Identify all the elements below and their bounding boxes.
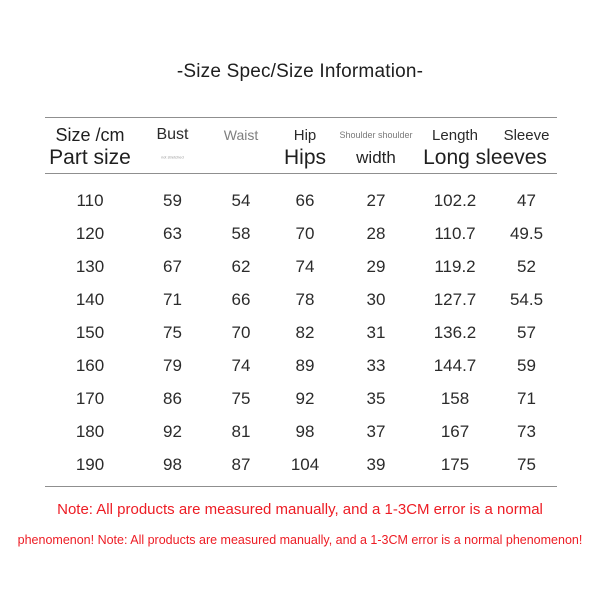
table-cell: 71 [163,289,182,309]
table-row [45,448,557,481]
header-shoulder-label: Shoulder shoulder [339,130,413,140]
table-cell: 52 [517,256,536,276]
table-cell: 67 [163,256,182,276]
table-cell: 190 [75,454,105,474]
table-cell: 180 [75,421,105,441]
table-cell: 150 [75,322,105,342]
table-cell: 167 [440,421,470,441]
table-cell: 70 [295,223,315,243]
table-cell: 86 [163,388,182,408]
table-row [45,382,557,415]
table-cell: 130 [75,256,105,276]
table-row [45,349,557,382]
table-row [45,250,557,283]
table-cell: 127.7 [433,289,477,309]
table-cell: 92 [295,388,315,408]
table-row [45,415,557,448]
table-cell: 160 [75,355,105,375]
page-title: -Size Spec/Size Information- [176,61,424,82]
table-cell: 29 [366,256,386,276]
table-cell: 104 [290,454,320,474]
table-cell: 136.2 [433,322,477,342]
note-line-2: phenomenon! Note: All products are measured manually, and a 1-3CM error is a normal phenomenon! [17,533,583,547]
table-cell: 82 [295,322,315,342]
table-cell: 70 [231,322,251,342]
footer-notes [0,495,600,552]
table-cell: 75 [517,454,536,474]
table-cell: 71 [517,388,536,408]
table-cell: 140 [75,289,105,309]
table-cell: 66 [231,289,251,309]
table-cell: 78 [295,289,315,309]
table-cell: 54.5 [509,289,544,309]
header-cell-size [45,125,135,173]
header-long-sleeves-label: Long sleeves [423,146,547,169]
table-cell: 158 [440,388,470,408]
table-cell: 66 [295,190,315,210]
table-cell: 30 [366,289,386,309]
size-table-body [45,174,557,487]
table-cell: 57 [517,322,536,342]
table-row [45,217,557,250]
table-cell: 62 [231,256,251,276]
table-cell: 102.2 [433,190,477,210]
table-cell: 98 [163,454,182,474]
header-bust-label: Bust [156,126,189,143]
table-cell: 79 [163,355,182,375]
table-cell: 75 [231,388,251,408]
table-cell: 63 [163,223,182,243]
table-cell: 35 [366,388,386,408]
header-cell-length [414,125,547,173]
table-cell: 170 [75,388,105,408]
header-waist-label: Waist [223,127,259,143]
note-line-1: Note: All products are measured manually, and a 1-3CM error is a normal [57,501,543,518]
table-row [45,184,557,217]
table-cell: 75 [163,322,182,342]
table-cell: 74 [231,355,251,375]
header-hip-label: Hip [293,126,317,144]
table-cell: 89 [295,355,315,375]
table-cell: 73 [517,421,536,441]
header-size-cm-label: Size /cm [55,124,125,145]
table-cell: 58 [231,223,251,243]
header-part-size-label: Part size [49,146,131,169]
header-cell-bust [135,125,210,173]
table-row [45,283,557,316]
table-cell: 33 [366,355,386,375]
table-cell: 175 [440,454,470,474]
table-cell: 144.7 [433,355,477,375]
table-cell: 47 [517,190,536,210]
table-cell: 54 [231,190,251,210]
size-table-header [45,118,557,174]
header-sleeve-label: Sleeve [503,126,550,144]
header-bust-subtext: not stretched [161,156,184,160]
table-cell: 59 [163,190,182,210]
table-cell: 74 [295,256,315,276]
table-cell: 119.2 [434,256,476,276]
table-cell: 59 [517,355,536,375]
table-cell: 31 [366,322,386,342]
table-cell: 39 [366,454,386,474]
table-cell: 37 [366,421,386,441]
table-cell: 110 [76,190,104,210]
table-cell: 98 [295,421,315,441]
header-width-label: width [356,148,396,167]
table-cell: 28 [366,223,386,243]
header-hips-label: Hips [283,146,326,169]
table-cell: 27 [366,190,386,210]
table-cell: 120 [75,223,105,243]
header-cell-shoulder-width [338,125,414,173]
table-cell: 92 [163,421,182,441]
header-cell-hip [272,125,338,173]
table-cell: 87 [231,454,251,474]
table-cell: 49.5 [509,223,544,243]
size-table [45,117,557,487]
table-cell: 110.7 [434,223,476,243]
table-cell: 81 [231,421,251,441]
table-row [45,316,557,349]
header-cell-waist [210,125,272,173]
header-length-label: Length [432,126,478,144]
